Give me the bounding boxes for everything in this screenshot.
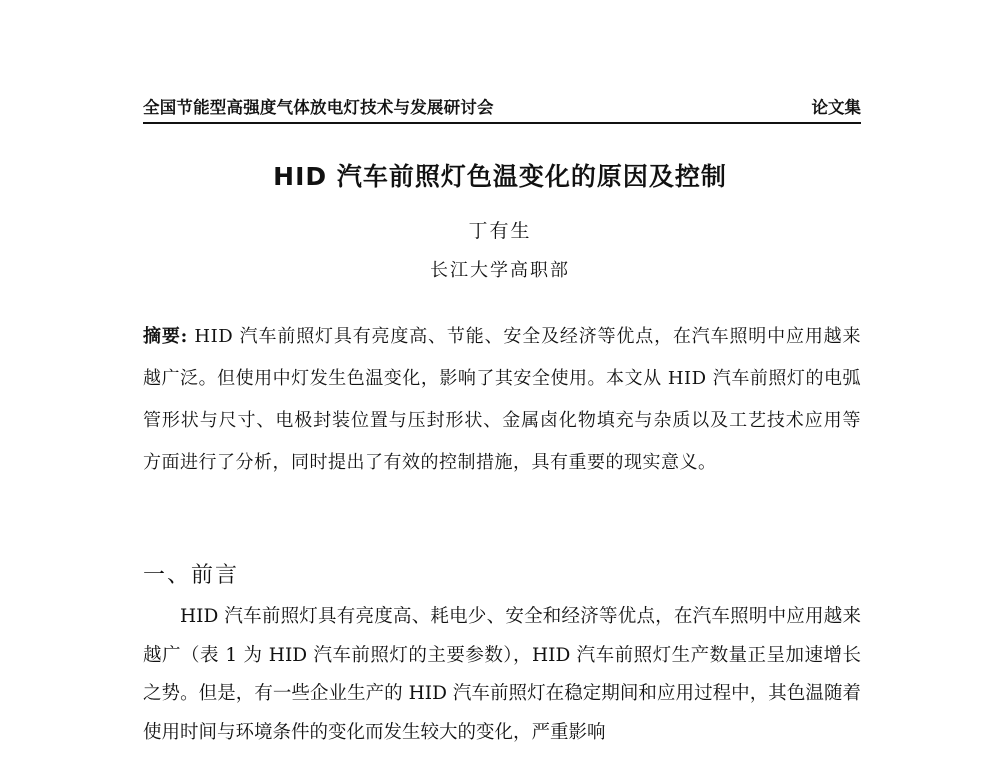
abstract-text: HID 汽车前照灯具有亮度高、节能、安全及经济等优点，在汽车照明中应用越来越广泛。但使用中灯发生色温变化，影响了其安全使用。本文从 HID 汽车前照灯的电弧管形状与尺寸、电极封装位置与压封形状、金属卤化物填充与杂质以及工艺技术应用等方面进行了分析，同时提出了有效的控制措施，具有重要的现实意义。 [143,326,861,473]
section-heading-introduction: 一、前言 [143,563,240,588]
author-affiliation: 长江大学高职部 [430,260,570,281]
abstract [143,316,861,484]
introduction-paragraph: HID 汽车前照灯具有亮度高、耗电少、安全和经济等优点，在汽车照明中应用越来越广（表 1 为 HID 汽车前照灯的主要参数），HID 汽车前照灯生产数量正呈加速增长之势。但是，有一些企业生产的 HID 汽车前照灯在稳定期间和应用过程中，其色温随着使用时间与环境条件的变化而发生较大的变化，严重影响 [143,606,861,743]
paper-title: HID 汽车前照灯色温变化的原因及控制 [273,162,727,191]
abstract-label: 摘要: [143,326,188,347]
collection-label: 论文集 [811,98,861,117]
author-name: 丁有生 [468,220,532,242]
running-header [143,94,861,124]
conference-name: 全国节能型高强度气体放电灯技术与发展研讨会 [143,98,494,117]
